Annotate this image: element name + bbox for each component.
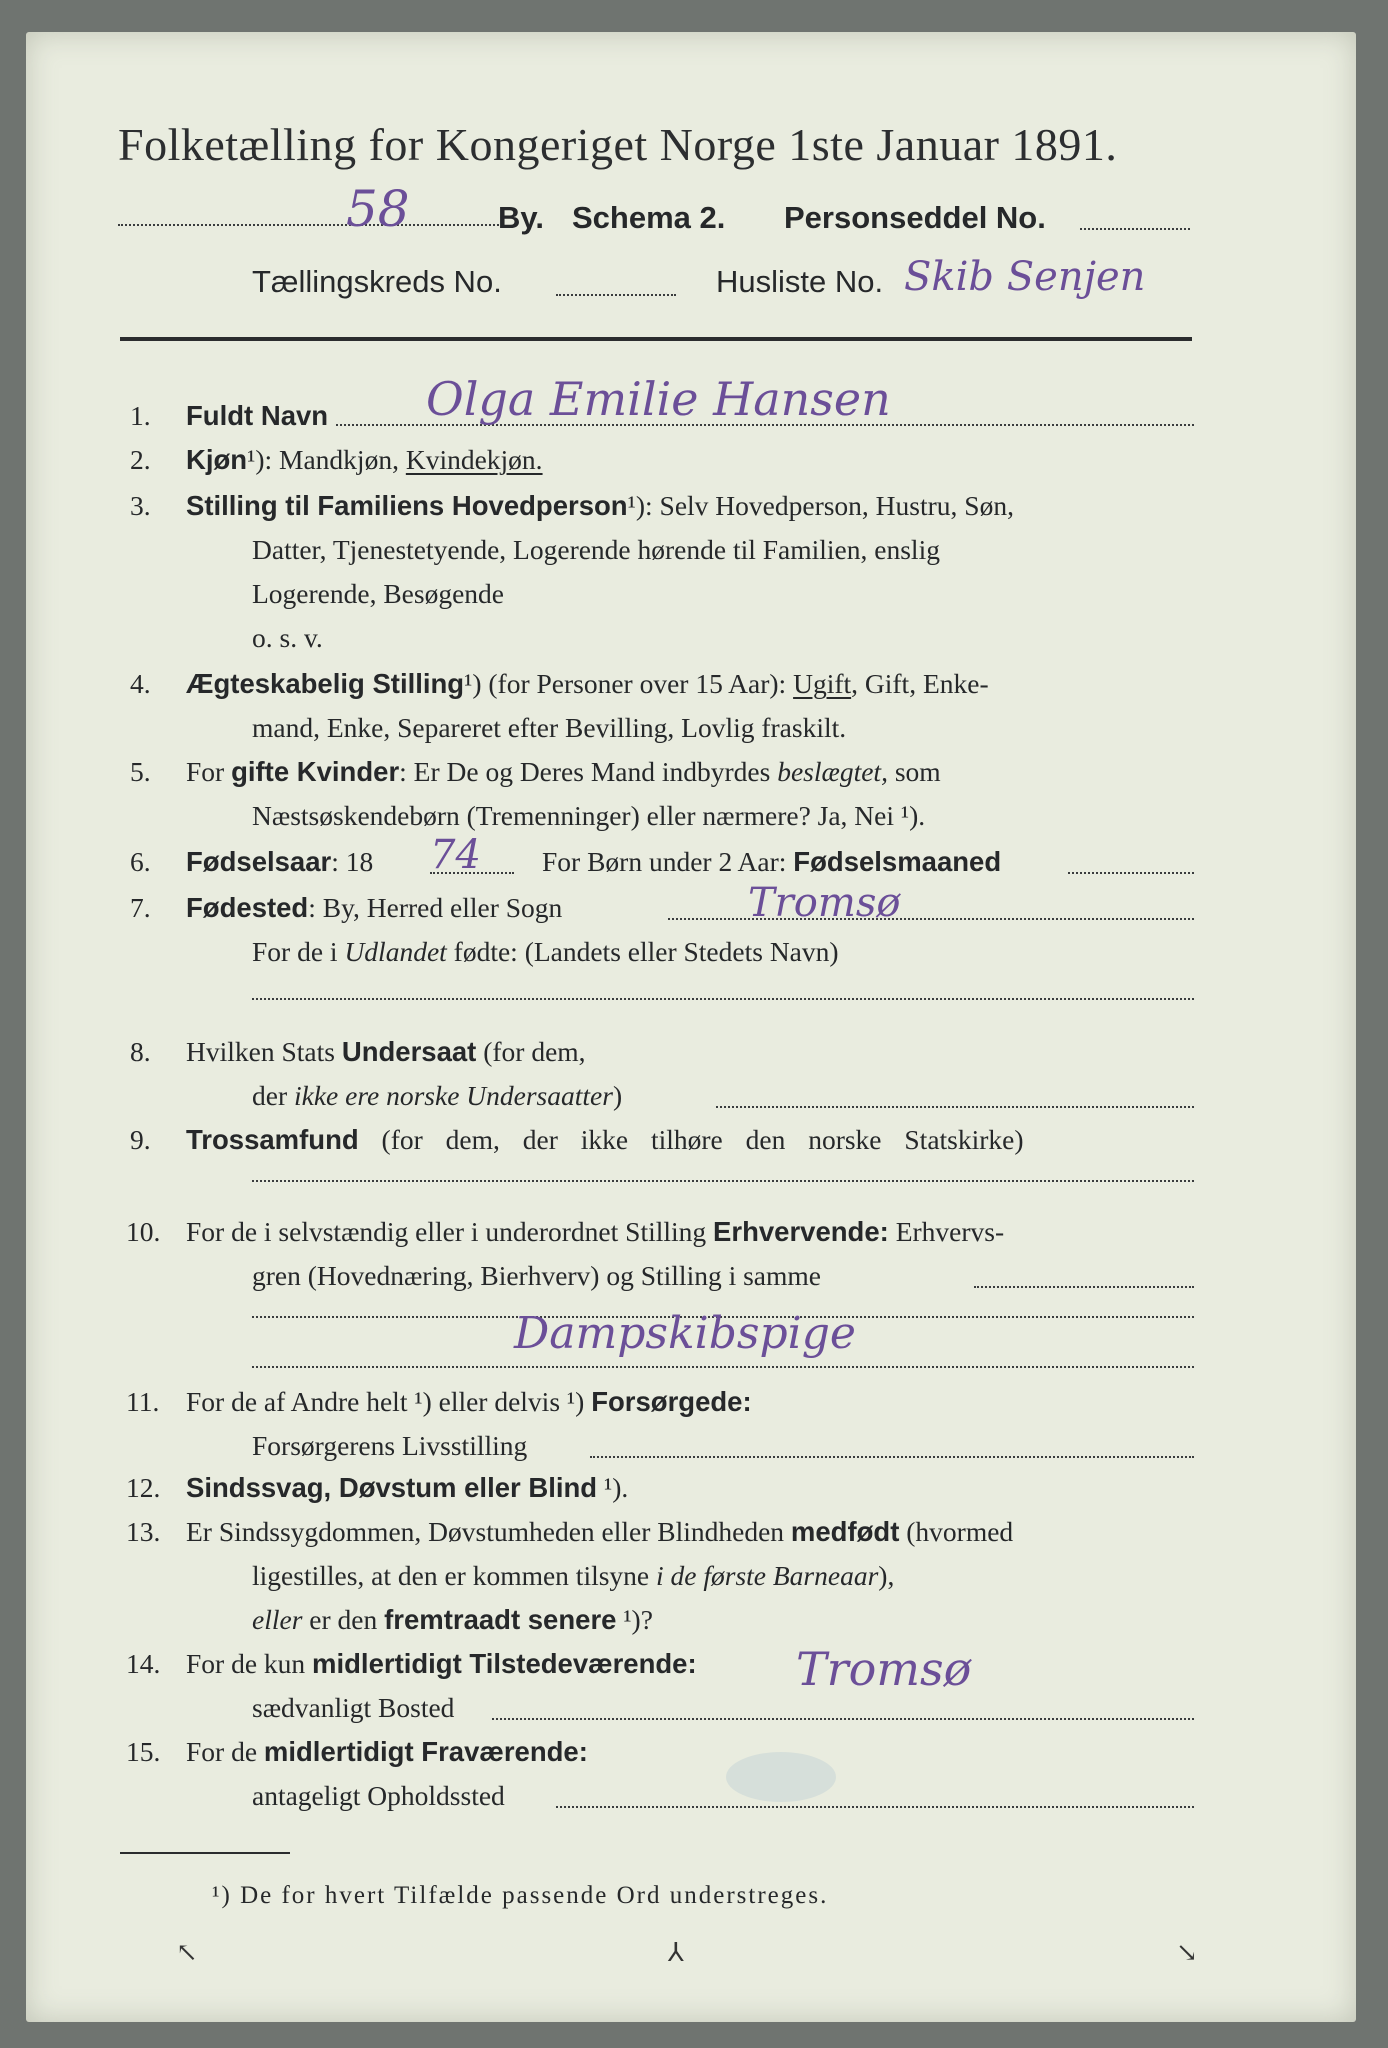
q5-text-b: som [887, 756, 941, 787]
answer-birthplace: Tromsø [748, 880, 901, 926]
dotted-line [974, 1286, 1194, 1288]
q7-line2-italic: Udlandet [344, 936, 447, 967]
question-number: 1. [130, 400, 151, 431]
q13-line3-bold: fremtraadt senere [384, 1604, 617, 1635]
q3-line4: o. s. v. [252, 622, 323, 653]
question-number: 6. [130, 846, 151, 877]
q5-text: : Er De og Deres Mand indbyrdes [399, 756, 778, 787]
q2-underlined: Kvindekjøn. [405, 444, 543, 475]
taellingskreds-label: Tællingskreds No. [252, 264, 502, 299]
q7-line [186, 892, 562, 924]
q13-line2-a: ligestilles, at den er kommen tilsyne [252, 1560, 657, 1591]
question-number: 14. [126, 1648, 161, 1679]
q13-line2-italic: i de første Barneaar [656, 1560, 879, 1591]
q15-line2: antageligt Opholdssted [252, 1780, 505, 1811]
q8-line2-b: ) [612, 1080, 623, 1111]
handwritten-number: 58 [346, 180, 410, 238]
q5-line2: Næstsøskendebørn (Tremenninger) eller nærmere? Ja, Nei ¹). [252, 800, 926, 831]
q6-line-b [542, 846, 1001, 878]
answer-birth-year: 74 [430, 832, 481, 878]
dotted-line [492, 1718, 1194, 1720]
dotted-line [556, 1806, 1194, 1808]
q4-underlined: Ugift [793, 668, 852, 699]
husliste-label: Husliste No. [716, 264, 884, 299]
dotted-line [556, 294, 676, 296]
q13-line3-italic: eller [252, 1604, 303, 1635]
personseddel-label: Personseddel No. [784, 200, 1046, 235]
dotted-line [252, 998, 1194, 1000]
q11-text: For de af Andre helt ¹) eller delvis ¹) [186, 1386, 592, 1417]
question-number: 7. [130, 892, 151, 923]
q8-label: Undersaat [341, 1036, 477, 1067]
handwritten-husliste: Skib Senjen [904, 254, 1146, 300]
q9-label: Trossamfund [186, 1124, 359, 1155]
dotted-line [252, 1366, 1194, 1368]
footnote-rule [120, 1852, 290, 1854]
q9-line [186, 1124, 1024, 1156]
q6-text-b: For Børn under 2 Aar: [542, 846, 794, 877]
q7-text: : By, Herred eller Sogn [308, 892, 563, 923]
q7-label: Fødested [186, 892, 309, 923]
q3-text: ¹): Selv Hovedperson, Hustru, Søn, [627, 490, 1014, 521]
q11-line2: Forsørgerens Livsstilling [252, 1430, 528, 1461]
q10-label: Erhvervende: [713, 1216, 889, 1247]
q4-text-b: , Gift, Enke- [851, 668, 989, 699]
q6-line [186, 846, 373, 878]
q11-label: Forsørgede: [591, 1386, 752, 1417]
q13-line3 [252, 1604, 653, 1636]
q8-line2-italic: ikke ere norske Undersaatter [294, 1080, 613, 1111]
q2-text: ¹): Mandkjøn, [247, 444, 406, 475]
q1-label: Fuldt Navn [186, 400, 329, 431]
q10-line2: gren (Hovednæring, Bierhverv) og Stilling i samme [252, 1260, 822, 1291]
q8-line [186, 1036, 586, 1068]
answer-full-name: Olga Emilie Hansen [426, 372, 891, 426]
dotted-line [118, 224, 503, 226]
q8-text: Hvilken Stats [186, 1036, 342, 1067]
q14-line2: sædvanligt Bosted [252, 1692, 455, 1723]
stain [726, 1752, 836, 1802]
q7-line2 [252, 936, 839, 968]
q4-text: ¹) (for Personer over 15 Aar): [464, 668, 794, 699]
corner-mark: ↖ [176, 1938, 198, 1967]
question-number: 9. [130, 1124, 151, 1155]
question-number: 13. [126, 1516, 161, 1547]
q7-line2-a: For de i [252, 936, 345, 967]
q13-line2-b: ), [878, 1560, 895, 1591]
q6-bold2: Fødselsmaaned [793, 846, 1002, 877]
q8-line2 [252, 1080, 622, 1112]
q13-text: Er Sindssygdommen, Døvstumheden eller Blindheden [186, 1516, 791, 1547]
question-number: 8. [130, 1036, 151, 1067]
question-number: 2. [130, 444, 151, 475]
question-number: 15. [126, 1736, 161, 1767]
by-label: By. [498, 200, 544, 235]
question-number: 12. [126, 1472, 161, 1503]
q3-line2: Datter, Tjenestetyende, Logerende hørende til Familien, enslig [252, 534, 940, 565]
schema-label: Schema 2. [572, 200, 726, 235]
corner-mark: ↘ [1176, 1938, 1198, 1967]
dotted-line [716, 1106, 1194, 1108]
footnote: ¹) De for hvert Tilfælde passende Ord understreges. [212, 1882, 829, 1909]
q13-label: medfødt [790, 1516, 900, 1547]
q11-line [186, 1386, 752, 1418]
q8-line2-a: der [252, 1080, 294, 1111]
q4-label: Ægteskabelig Stilling [186, 668, 465, 699]
q14-text: For de kun [186, 1648, 313, 1679]
q3-label: Stilling til Familiens Hovedperson [186, 490, 628, 521]
dotted-line [668, 918, 1194, 920]
q5-label: gifte Kvinder [231, 756, 400, 787]
q15-label: midlertidigt Fraværende: [263, 1736, 588, 1767]
q2-label: Kjøn [186, 444, 248, 475]
question-number: 11. [126, 1386, 160, 1417]
dotted-line [1080, 228, 1190, 230]
form-title: Folketælling for Kongeriget Norge 1ste Januar 1891. [118, 119, 1118, 170]
q6-text: : 18 [331, 846, 374, 877]
q15-line [186, 1736, 588, 1768]
header-rule [120, 337, 1192, 341]
q6-label: Fødselsaar [186, 846, 332, 877]
q10-line [186, 1216, 1004, 1248]
q5-prefix: For [186, 756, 232, 787]
dotted-line [1068, 872, 1194, 874]
q14-label: midlertidigt Tilstedeværende: [312, 1648, 697, 1679]
q12-line [186, 1472, 628, 1504]
q5-italic: beslægtet, [777, 756, 888, 787]
question-number: 3. [130, 490, 151, 521]
question-number: 4. [130, 668, 151, 699]
q13-line3-b: ¹)? [616, 1604, 653, 1635]
q14-line [186, 1648, 697, 1680]
question-number: 5. [130, 756, 151, 787]
question-number: 10. [126, 1216, 161, 1247]
q3-line3: Logerende, Besøgende [252, 578, 504, 609]
answer-residence: Tromsø [796, 1642, 972, 1696]
q4-line2: mand, Enke, Separeret efter Bevilling, Lovlig fraskilt. [252, 712, 847, 743]
dotted-line [590, 1456, 1194, 1458]
q2-line [186, 444, 543, 476]
q8-text-b: (for dem, [476, 1036, 586, 1067]
q4-line [186, 668, 989, 700]
q12-label: Sindssvag, Døvstum eller Blind [186, 1472, 598, 1503]
dotted-line [252, 1180, 1194, 1182]
q15-text: For de [186, 1736, 264, 1767]
q13-line3-a: er den [302, 1604, 385, 1635]
q10-text-b: Erhvervs- [888, 1216, 1005, 1247]
answer-occupation: Dampskibspige [514, 1308, 856, 1359]
q3-line [186, 490, 1014, 522]
q9-text: (for dem, der ikke tilhøre den norske Statskirke) [358, 1124, 1024, 1155]
q13-line [186, 1516, 1013, 1548]
census-form-sheet [26, 32, 1356, 2022]
corner-mark: ⅄ [668, 1938, 684, 1967]
q13-text-b: (hvormed [899, 1516, 1014, 1547]
q13-line2 [252, 1560, 894, 1592]
q12-text: ¹). [597, 1472, 629, 1503]
q7-line2-b: fødte: (Landets eller Stedets Navn) [446, 936, 839, 967]
q10-text: For de i selvstændig eller i underordnet Stilling [186, 1216, 714, 1247]
q5-line [186, 756, 941, 788]
